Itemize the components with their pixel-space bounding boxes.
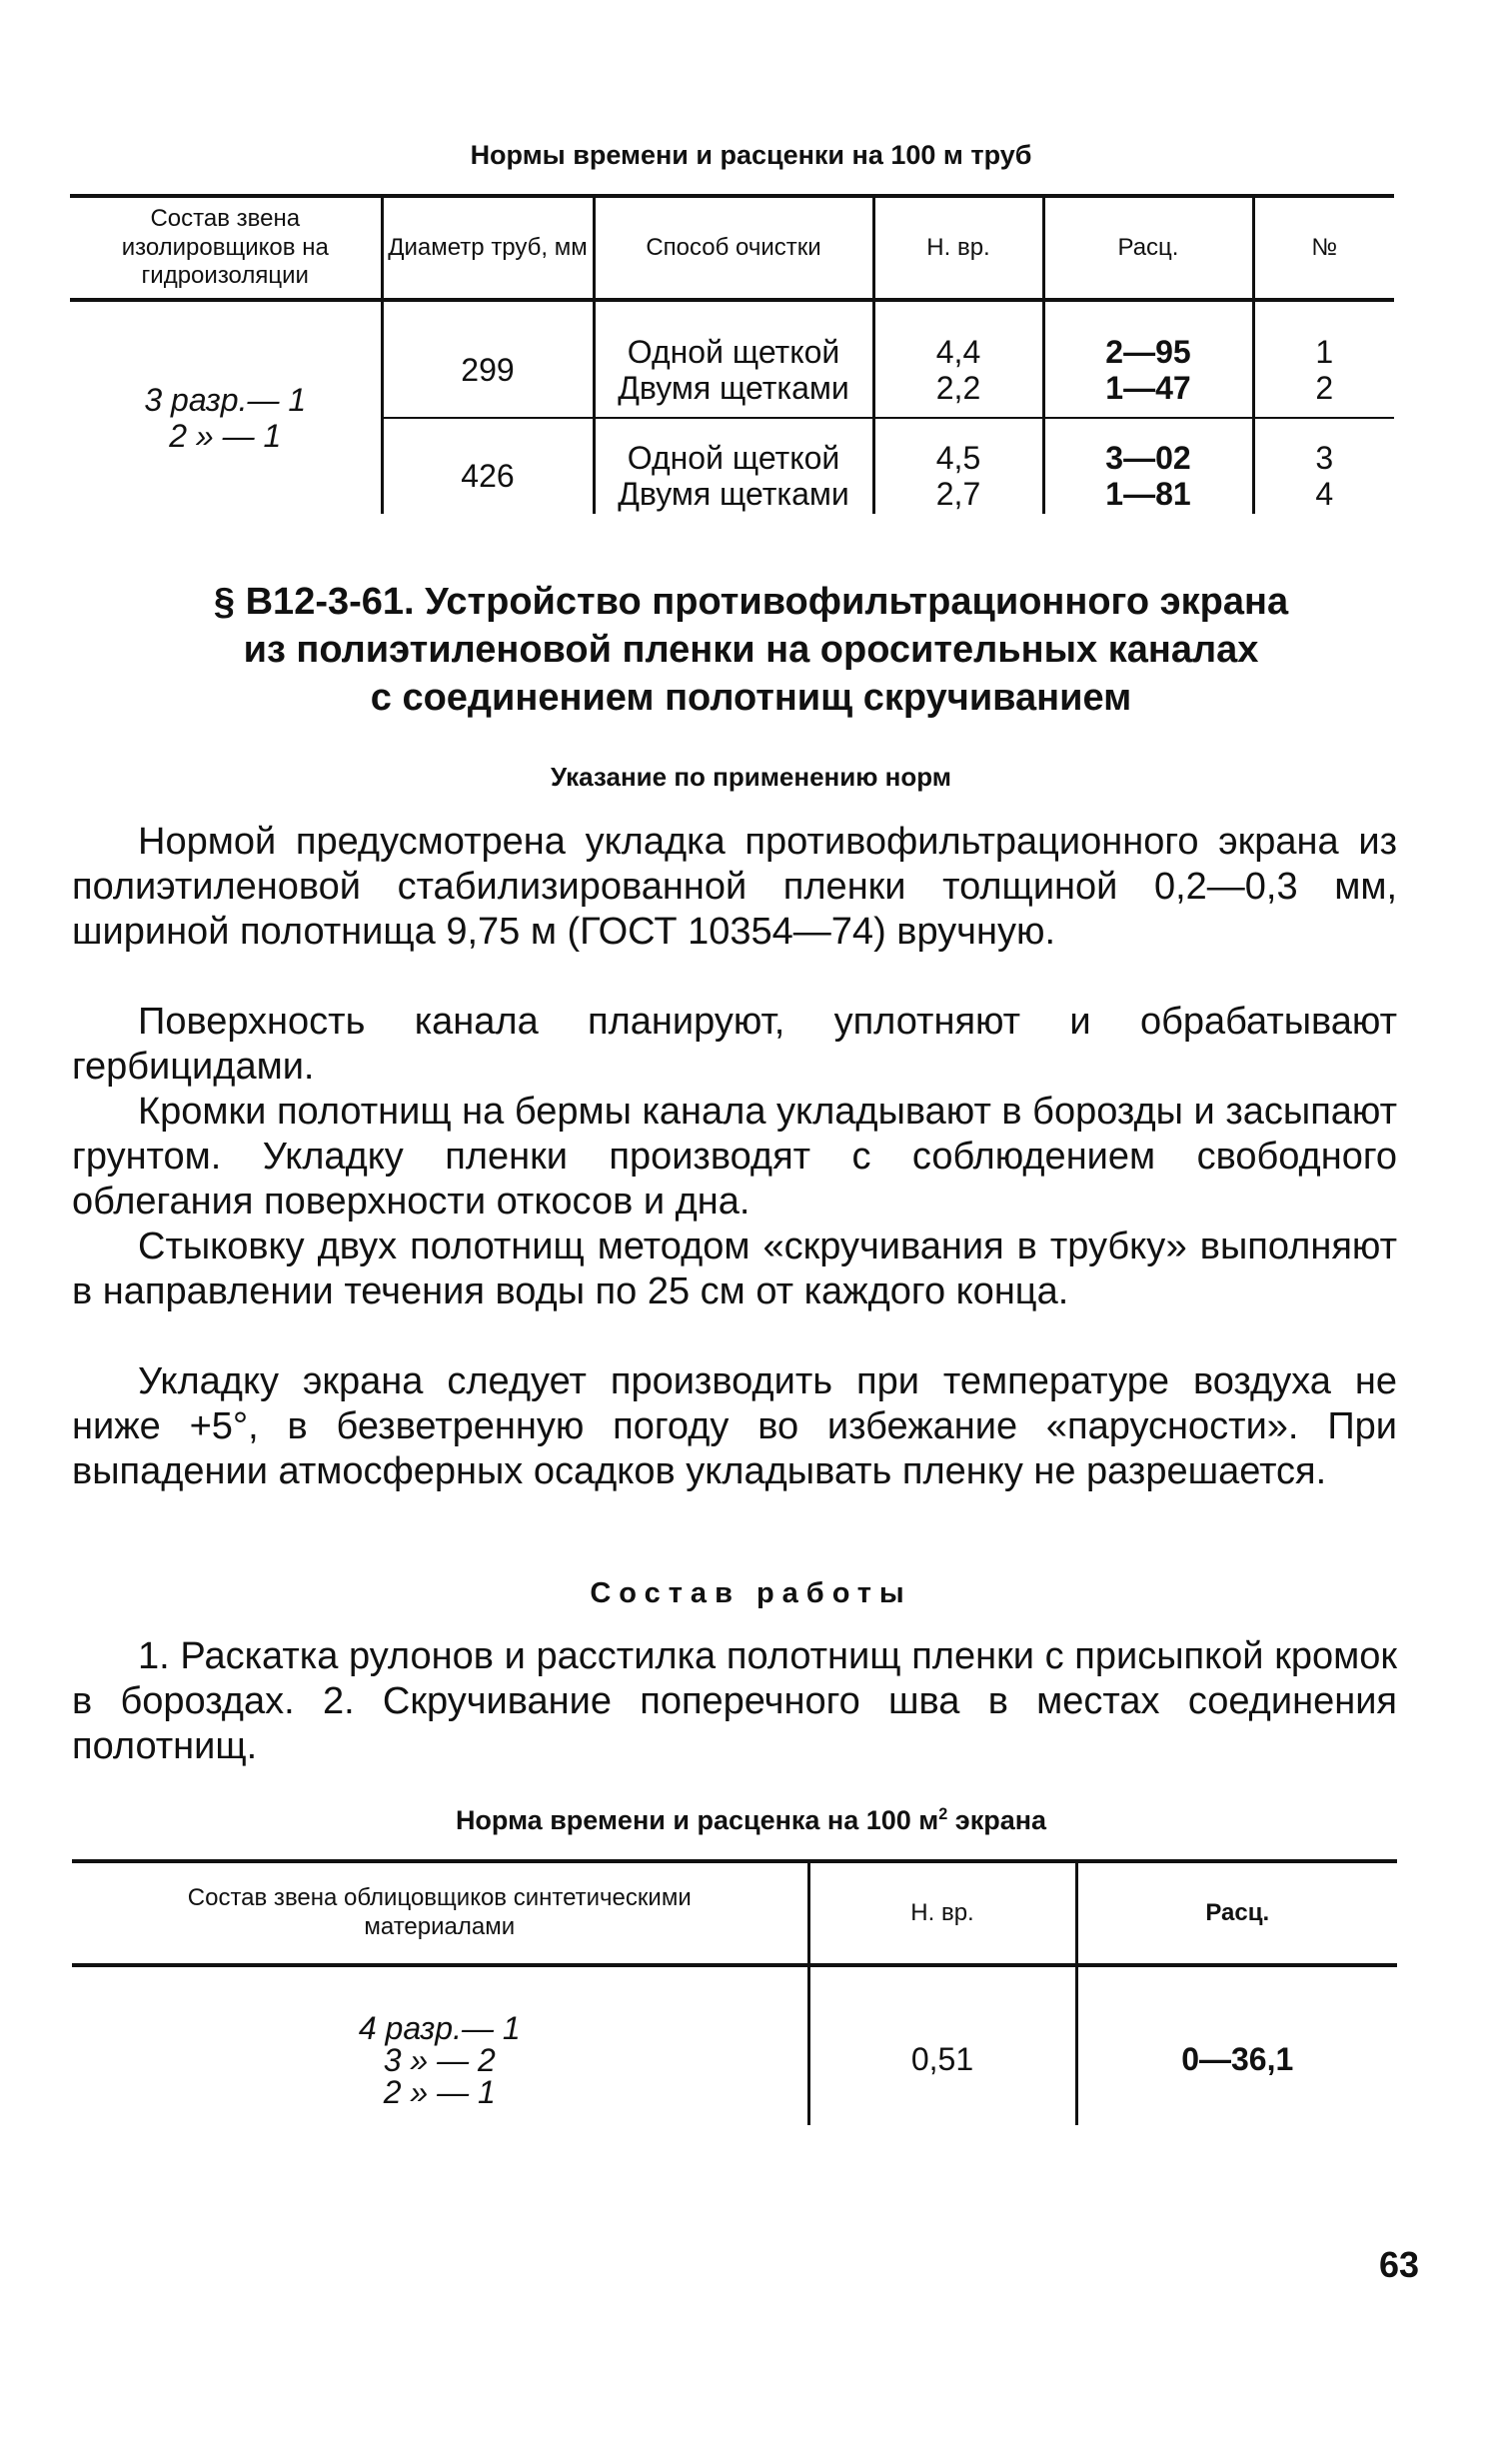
paragraph: Нормой предусмотрена укладка противофильтрационного экрана из полиэтиленовой стабилизированной пленки толщиной 0,2—0,3 мм, шириной полотнища 9,75 м (ГОСТ 10354—74) вручную. (72, 821, 1397, 953)
paragraph: Поверхность канала планируют, уплотняют и обрабатывают гербицидами. (72, 1001, 1397, 1088)
method-value: Одной щеткой (627, 333, 840, 370)
num-cell (1253, 418, 1394, 514)
work-heading: Состав работы (590, 1577, 912, 1609)
header-norm: Н. вр. (873, 196, 1043, 300)
header-rate: Расц. (1043, 196, 1253, 300)
norm-table-screen (72, 1859, 1397, 2125)
method-value: Одной щеткой (627, 439, 840, 476)
table2-caption-sup: 2 (938, 1805, 948, 1823)
rate-value: 2—95 (1105, 333, 1191, 370)
header-crew: Состав звена облицовщиков синтетическими материалами (72, 1861, 808, 1965)
section-title (0, 578, 1502, 722)
num-cell (1253, 300, 1394, 418)
header-crew: Состав звена изолировщиков на гидроизоляции (70, 196, 382, 300)
crew-cell (72, 1965, 808, 2125)
norm-cell: 0,51 (808, 1965, 1076, 2125)
rate-cell: 0—36,1 (1076, 1965, 1397, 2125)
table2-caption-end: экрана (947, 1805, 1047, 1835)
section-title-line: из полиэтиленовой пленки на оросительных каналах (243, 629, 1259, 671)
row-number: 1 (1315, 333, 1334, 370)
paragraph: Стыковку двух полотнищ методом «скручивания в трубку» выполняют в направлении течения воды по 25 см от каждого конца. (72, 1226, 1397, 1312)
method-cell (594, 300, 873, 418)
rate-cell (1043, 300, 1253, 418)
rate-cell (1043, 418, 1253, 514)
method-cell (594, 418, 873, 514)
diameter-cell: 299 (382, 300, 594, 418)
norm-value: 4,5 (935, 439, 981, 476)
method-value: Двумя щетками (618, 475, 849, 512)
table1-caption: Нормы времени и расценки на 100 м труб (470, 140, 1032, 170)
guidance-heading: Указание по применению норм (550, 762, 952, 792)
row-number: 2 (1315, 369, 1334, 406)
crew-line: 2 » — 1 (383, 2074, 496, 2110)
rate-value: 3—02 (1105, 439, 1191, 476)
norm-cell (873, 300, 1043, 418)
section-title-line: с соединением полотнищ скручиванием (370, 677, 1132, 719)
work-paragraph: 1. Раскатка рулонов и расстилка полотнищ пленки с присыпкой кромок в бороздах. 2. Скручивание поперечного шва в местах соединения полотнищ. (72, 1635, 1397, 1767)
crew-line: 2 » — 1 (169, 418, 282, 454)
diameter-cell: 426 (382, 418, 594, 514)
norm-cell (873, 418, 1043, 514)
header-num: № (1253, 196, 1394, 300)
section-title-line: § В12-3-61. Устройство противофильтрационного экрана (213, 581, 1289, 623)
norm-value: 2,2 (935, 369, 981, 406)
rate-value: 1—81 (1105, 475, 1191, 512)
crew-line: 3 » — 2 (383, 2042, 496, 2078)
crew-line: 3 разр.— 1 (144, 382, 307, 419)
method-value: Двумя щетками (618, 369, 849, 406)
paragraph: Кромки полотнищ на бермы канала укладывают в борозды и засыпают грунтом. Укладку пленки производят с соблюдением свободного облегания поверхности откосов и дна. (72, 1091, 1397, 1223)
norm-value: 2,7 (935, 475, 981, 512)
norm-value: 4,4 (935, 333, 981, 370)
page-number: 63 (1378, 2244, 1419, 2285)
header-method: Способ очистки (594, 196, 873, 300)
table2-caption (0, 1805, 1502, 1836)
header-diameter: Диаметр труб, мм (382, 196, 594, 300)
row-number: 4 (1315, 475, 1334, 512)
rate-value: 1—47 (1105, 369, 1191, 406)
header-norm: Н. вр. (808, 1861, 1076, 1965)
header-rate: Расц. (1076, 1861, 1397, 1965)
norms-table-pipes (70, 194, 1394, 514)
crew-line: 4 разр.— 1 (358, 2010, 521, 2046)
crew-cell (70, 300, 382, 514)
row-number: 3 (1315, 439, 1334, 476)
paragraph: Укладку экрана следует производить при температуре воздуха не ниже +5°, в безветренную погоду во избежание «парусности». При выпадении атмосферных осадков укладывать пленку не разрешается. (72, 1360, 1397, 1492)
table2-caption-main: Норма времени и расценка на 100 м (455, 1805, 939, 1835)
